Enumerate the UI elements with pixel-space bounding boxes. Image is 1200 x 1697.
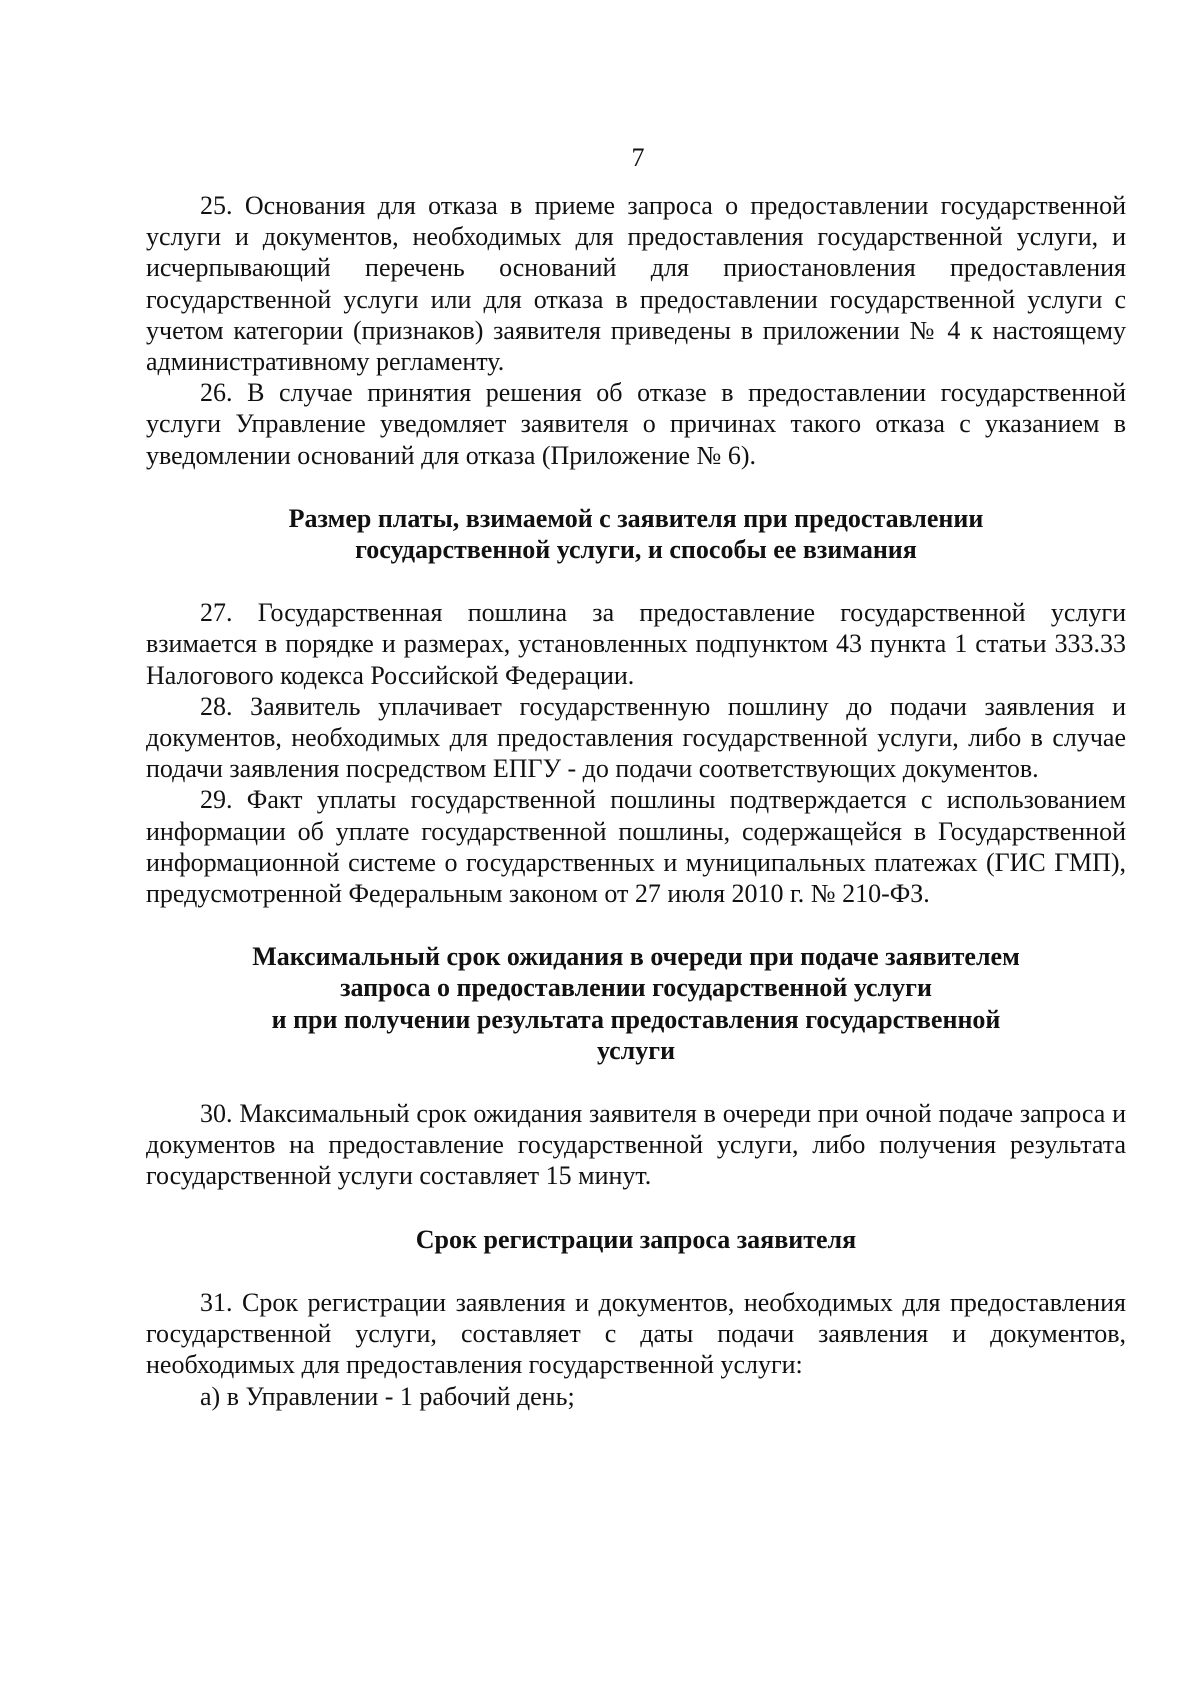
heading-line: услуги (596, 1035, 676, 1065)
paragraph-29: 29. Факт уплаты государственной пошлины подтверждается с использованием информации об уплате государственной пошлины, содержащейся в Государственной информационной системе о государственных и муниципальных платежах (ГИС ГМП), предусмотренной Федеральным законом от 27 июля 2010 г. № 210-ФЗ. (146, 785, 1126, 909)
document-body (146, 190, 1126, 1412)
section-heading-queue (146, 941, 1126, 1066)
heading-line: Максимальный срок ожидания в очереди при подаче заявителем (252, 942, 1020, 972)
paragraph-26: 26. В случае принятия решения об отказе в предоставлении государственной услуги Управление уведомляет заявителя о причинах такого отказа с указанием в уведомлении оснований для отказа (Приложение № 6). (146, 378, 1126, 470)
paragraph-31-a: а) в Управлении - 1 рабочий день; (200, 1381, 575, 1411)
paragraph-30: 30. Максимальный срок ожидания заявителя в очереди при очной подаче запроса и документов на предоставление государственной услуги, либо получения результата государственной услуги составляет 15 минут. (146, 1099, 1126, 1191)
paragraph-25: 25. Основания для отказа в приеме запроса о предоставлении государственной услуги и документов, необходимых для предоставления государственной услуги, и исчерпывающий перечень оснований для приостановления предоставления государственной услуги или для отказа в предоставлении государственной услуги с учетом категории (признаков) заявителя приведены в приложении № 4 к настоящему административному регламенту. (146, 191, 1126, 377)
paragraph-31: 31. Срок регистрации заявления и документов, необходимых для предоставления государственной услуги, составляет с даты подачи заявления и документов, необходимых для предоставления государственной услуги: (146, 1287, 1126, 1380)
paragraph-28: 28. Заявитель уплачивает государственную пошлину до подачи заявления и документов, необходимых для предоставления государственной услуги, либо в случае подачи заявления посредством ЕПГУ - до подачи соответствующих документов. (146, 691, 1126, 784)
section-heading-registration (146, 1224, 1126, 1255)
page-number: 7 (631, 143, 645, 172)
section-heading-fee (146, 503, 1126, 565)
heading-line: Размер платы, взимаемой с заявителя при предоставлении (288, 503, 984, 533)
heading-line: Срок регистрации запроса заявителя (415, 1224, 857, 1254)
heading-line: и при получении результата предоставления государственной (271, 1004, 1001, 1034)
heading-line: запроса о предоставлении государственной услуги (340, 973, 932, 1003)
heading-line: государственной услуги, и способы ее взимания (355, 535, 917, 565)
paragraph-27: 27. Государственная пошлина за предоставление государственной услуги взимается в порядке и размерах, установленных подпунктом 43 пункта 1 статьи 333.33 Налогового кодекса Российской Федерации. (146, 598, 1126, 690)
